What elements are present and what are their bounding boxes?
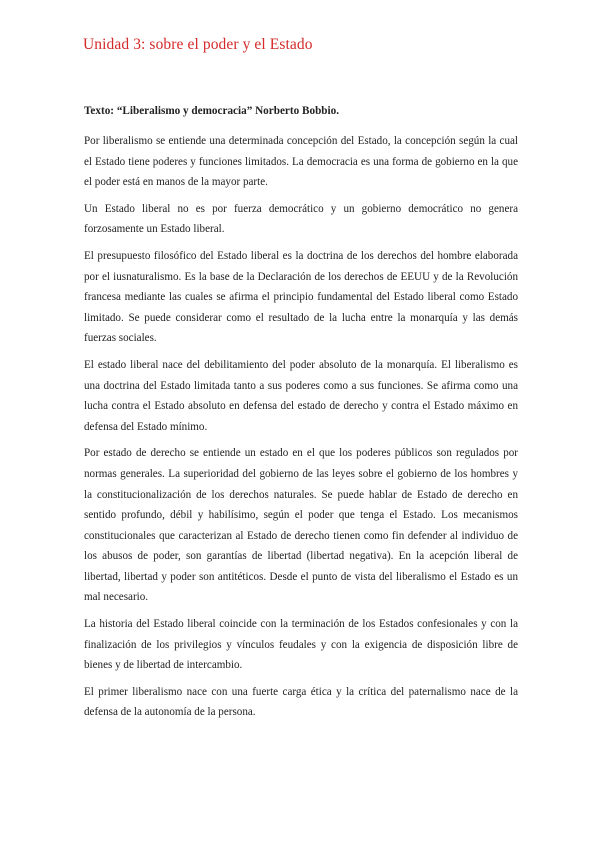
paragraph: La historia del Estado liberal coincide con la terminación de los Estados confesionales y con la finalización de los privilegios y vínculos feudales y con la exigencia de disposición libre de bienes y de libertad de intercambio.	[84, 618, 518, 672]
paragraph: Por liberalismo se entiende una determinada concepción del Estado, la concepción según la cual el Estado tiene poderes y funciones limitados. La democracia es una forma de gobierno en la que el poder está en manos de la mayor parte.	[84, 135, 518, 189]
paragraph: El presupuesto filosófico del Estado liberal es la doctrina de los derechos del hombre elaborada por el iusnaturalismo. Es la base de la Declaración de los derechos de EEUU y de la Revolución francesa mediante las cuales se afirma el principio fundamental del Estado liberal como Estado limitado. Se puede considerar como el resultado de la lucha entre la monarquía y las demás fuerzas sociales.	[84, 249, 518, 345]
paragraph: Por estado de derecho se entiende un estado en el que los poderes públicos son regulados por normas generales. La superioridad del gobierno de las leyes sobre el gobierno de los hombres y la constitucionalización de los derechos naturales. Se puede hablar de Estado de derecho en sentido profundo, débil y habilísimo, según el poder que tenga el Estado. Los mecanismos constitucionales que caracterizan al Estado de derecho tienen como fin defender al individuo de los abusos de poder, son garantías de libertad (libertad negativa). En la acepción liberal de libertad, libertad y poder son antitéticos. Desde el punto de vista del liberalismo el Estado es un mal necesario.	[84, 447, 518, 604]
unit-heading: Unidad 3: sobre el poder y el Estado	[83, 36, 313, 53]
paragraph: El primer liberalismo nace con una fuerte carga ética y la crítica del paternalismo nace de la defensa de la autonomía de la persona.	[84, 685, 518, 719]
document-body	[84, 103, 518, 729]
paragraph: Un Estado liberal no es por fuerza democrático y un gobierno democrático no genera forzosamente un Estado liberal.	[84, 202, 518, 236]
text-subtitle: Texto: “Liberalismo y democracia” Norberto Bobbio.	[84, 105, 340, 117]
paragraph: El estado liberal nace del debilitamiento del poder absoluto de la monarquía. El liberalismo es una doctrina del Estado limitada tanto a sus poderes como a sus funciones. Se afirma como una lucha contra el Estado absoluto en defensa del estado de derecho y contra el Estado máximo en defensa del Estado mínimo.	[84, 358, 518, 433]
